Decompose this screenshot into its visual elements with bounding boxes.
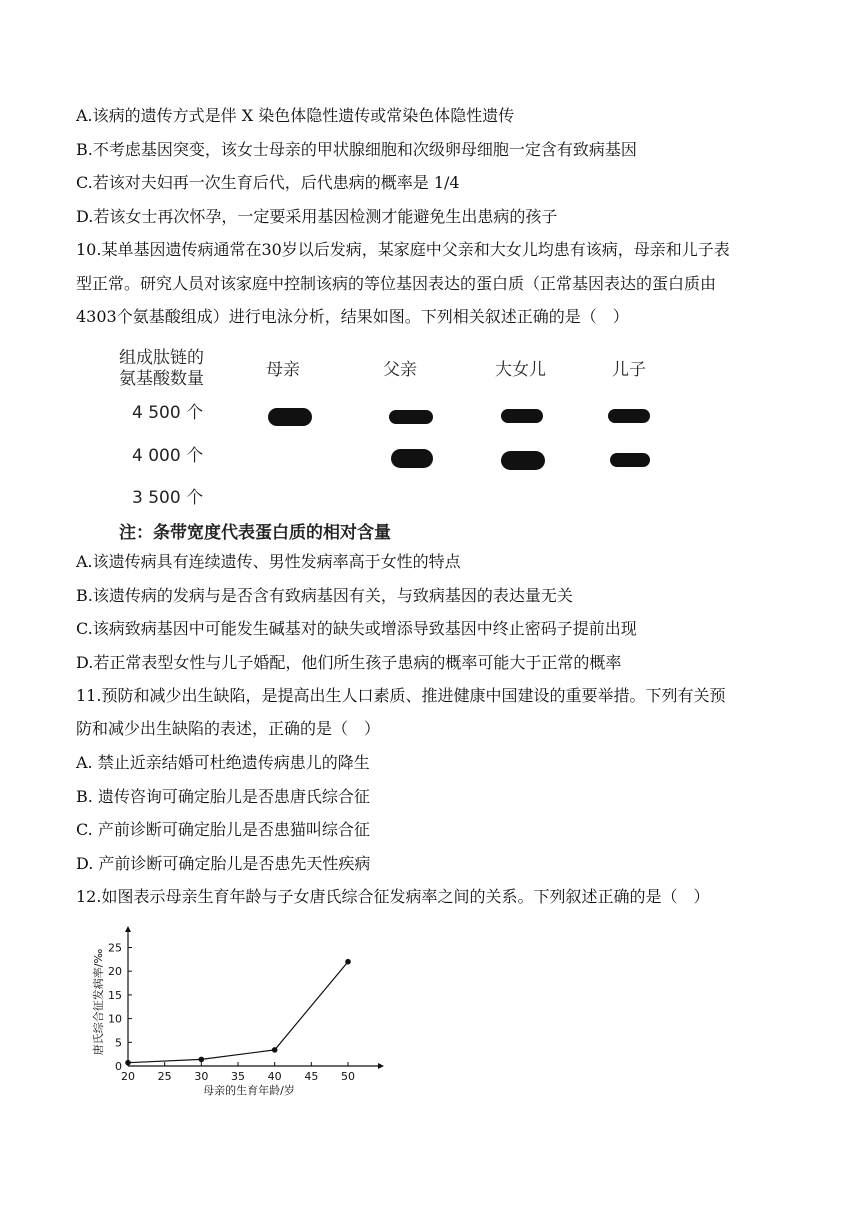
band-son-4500 [608,409,650,423]
q11-option-b: B. 遗传咨询可确定胎儿是否患唐氏综合征 [76,787,370,806]
y-tick-label: 10 [108,1012,122,1026]
q10-stem-line3: 4303个氨基酸组成）进行电泳分析，结果如图。下列相关叙述正确的是（ ） [76,307,629,326]
y-tick-label: 0 [115,1060,122,1073]
q10-option-d: D.若正常表型女性与儿子婚配，他们所生孩子患病的概率可能大于正常的概率 [76,653,622,672]
x-tick-label: 25 [157,1070,172,1083]
q10-stem-line1: 10.某单基因遗传病通常在30岁以后发病，某家庭中父亲和大女儿均患有该病，母亲和儿子表 [76,240,730,259]
data-point [125,1060,131,1066]
chart-xlabel: 母亲的生育年龄/岁 [203,1084,295,1097]
q11-stem-line1: 11.预防和减少出生缺陷，是提高出生人口素质、推进健康中国建设的重要举措。下列有关预 [76,686,726,705]
x-tick-label: 35 [231,1070,245,1083]
gel-row-4000: 4 000 个 [132,446,204,466]
band-son-4000 [610,453,650,467]
q10-option-a: A.该遗传病具有连续遗传、男性发病率高于女性的特点 [76,552,461,571]
band-father-4000 [391,449,433,468]
x-axis-arrow [378,1063,384,1069]
y-tick-label: 15 [108,988,122,1002]
y-tick-label: 20 [108,965,122,979]
q11-option-c: C. 产前诊断可确定胎儿是否患猫叫综合征 [76,820,370,839]
y-axis-arrow [125,926,131,932]
gel-row-4500: 4 500 个 [132,403,204,423]
gel-column-son: 儿子 [612,360,646,380]
q11-stem-line2: 防和减少出生缺陷的表述，正确的是（ ） [76,719,381,738]
q9-option-c: C.若该对夫妇再一次生育后代，后代患病的概率是 1/4 [76,173,460,192]
chart-series [125,959,351,1066]
x-tick-label: 50 [341,1070,355,1083]
q11-option-d: D. 产前诊断可确定胎儿是否患先天性疾病 [76,854,371,873]
band-daughter-4000 [501,451,545,470]
band-daughter-4500 [501,409,543,423]
data-point [345,959,351,965]
gel-ylabel-line2: 氨基酸数量 [119,369,204,389]
q9-option-b: B.不考虑基因突变，该女士母亲的甲状腺细胞和次级卵母细胞一定含有致病基因 [76,140,637,159]
y-tick-label: 5 [115,1036,122,1050]
q10-option-b: B.该遗传病的发病与是否含有致病基因有关，与致病基因的表达量无关 [76,586,573,605]
chart-ylabel: 唐氏综合征发病率/‰ [92,948,105,1056]
q9-option-a: A.该病的遗传方式是伴 X 染色体隐性遗传或常染色体隐性遗传 [76,106,515,125]
down-syndrome-rate-chart [80,920,400,1110]
chart-axes [125,926,384,1069]
data-point [199,1057,205,1063]
q10-option-c: C.该病致病基因中可能发生碱基对的缺失或增添导致基因中终止密码子提前出现 [76,619,637,638]
band-mother-4500 [268,408,312,426]
q12-stem: 12.如图表示母亲生育年龄与子女唐氏综合征发病率之间的关系。下列叙述正确的是（ ） [76,887,710,906]
series-line [128,962,348,1063]
gel-note: 注：条带宽度代表蛋白质的相对含量 [119,523,391,543]
y-tick-label: 25 [108,941,122,955]
band-father-4500 [389,410,433,424]
gel-row-3500: 3 500 个 [132,488,204,508]
q10-stem-line2: 型正常。研究人员对该家庭中控制该病的等位基因表达的蛋白质（正常基因表达的蛋白质由 [76,274,717,293]
data-point [272,1047,278,1053]
x-tick-label: 30 [194,1070,209,1083]
gel-column-mother: 母亲 [266,360,300,380]
x-tick-label: 45 [304,1070,319,1083]
q9-option-d: D.若该女士再次怀孕，一定要采用基因检测才能避免生出患病的孩子 [76,207,558,226]
gel-ylabel-line1: 组成肽链的 [119,348,204,368]
electrophoresis-figure [110,338,670,543]
x-tick-label: 40 [267,1070,282,1083]
x-tick-label: 20 [121,1070,135,1083]
gel-column-elder-daughter: 大女儿 [495,360,546,380]
gel-column-father: 父亲 [383,360,417,380]
q11-option-a: A. 禁止近亲结婚可杜绝遗传病患儿的降生 [76,753,370,772]
